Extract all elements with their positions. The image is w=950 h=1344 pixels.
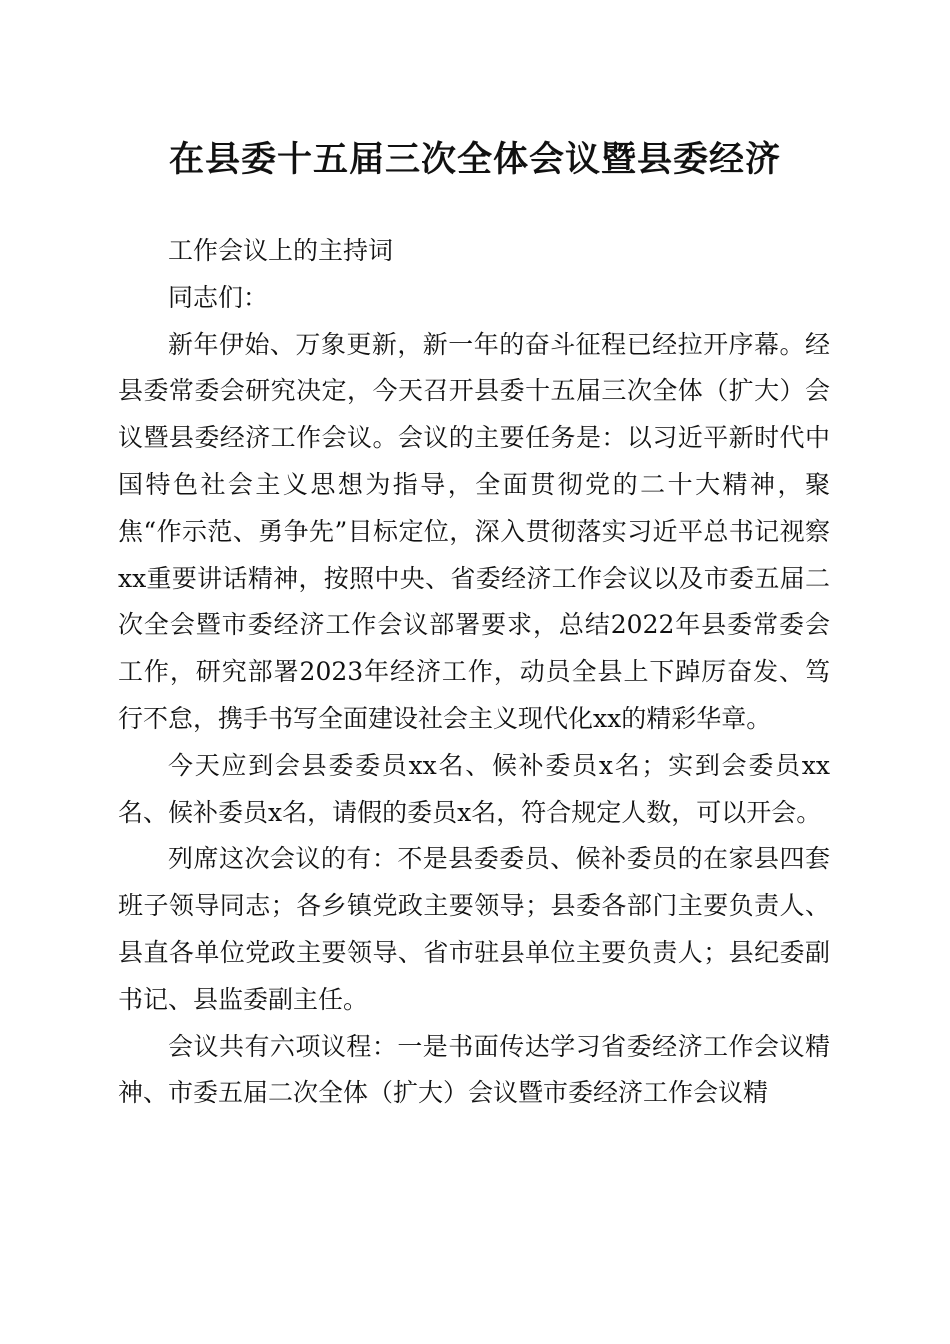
document-body [118, 228, 830, 1117]
paragraph-observers: 列席这次会议的有：不是县委委员、候补委员的在家县四套班子领导同志；各乡镇党政主要领导；县委各部门主要负责人、县直各单位党政主要领导、省市驻县单位主要负责人；县纪委副书记、县监委副主任。 [118, 844, 830, 1014]
paragraph-opening: 新年伊始、万象更新，新一年的奋斗征程已经拉开序幕。经县委常委会研究决定，今天召开县委十五届三次全体（扩大）会议暨县委经济工作会议。会议的主要任务是：以习近平新时代中国特色社会主义思想为指导，全面贯彻党的二十大精神，聚焦“作示范、勇争先”目标定位，深入贯彻落实习近平总书记视察xx重要讲话精神，按照中央、省委经济工作会议以及市委五届二次全会暨市委经济工作会议部署要求，总结2022年县委常委会工作，研究部署2023年经济工作，动员全县上下踔厉奋发、笃行不怠，携手书写全面建设社会主义现代化xx的精彩华章。 [118, 329, 830, 733]
title-continuation: 工作会议上的主持词 [168, 236, 394, 265]
salutation: 同志们： [168, 282, 269, 312]
document-title: 在县委十五届三次全体会议暨县委经济 [168, 139, 781, 180]
paragraph-attendance: 今天应到会县委委员xx名、候补委员x名；实到会委员xx名、候补委员x名，请假的委员x名，符合规定人数，可以开会。 [118, 750, 830, 827]
paragraph-agenda: 会议共有六项议程：一是书面传达学习省委经济工作会议精神、市委五届二次全体（扩大）会议暨市委经济工作会议精 [118, 1031, 830, 1108]
